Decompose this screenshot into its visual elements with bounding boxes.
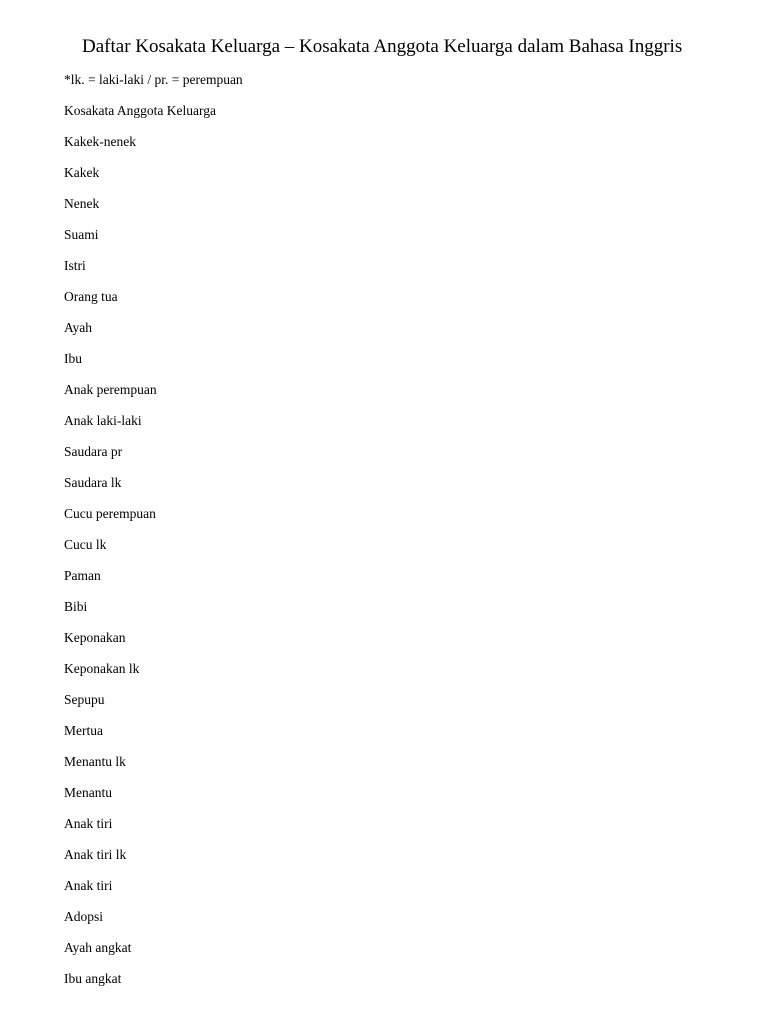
list-item: Kakek-nenek <box>64 134 136 149</box>
list-item: Anak tiri <box>64 878 113 893</box>
list-item: Ibu angkat <box>64 971 122 986</box>
list-item: Menantu lk <box>64 754 126 769</box>
list-item: Sepupu <box>64 692 105 707</box>
list-item: Suami <box>64 227 99 242</box>
vocabulary-list <box>64 102 216 1001</box>
list-item: Keponakan lk <box>64 661 140 676</box>
list-item: Menantu <box>64 785 112 800</box>
list-item: Istri <box>64 258 86 273</box>
list-item: Ibu <box>64 351 82 366</box>
list-item: Kakek <box>64 165 100 180</box>
list-item: Adopsi <box>64 909 104 924</box>
list-item: Keponakan <box>64 630 126 645</box>
list-item: Mertua <box>64 723 103 738</box>
list-item: Saudara pr <box>64 444 123 459</box>
list-item: Ayah <box>64 320 93 335</box>
list-item: Nenek <box>64 196 100 211</box>
list-item: Saudara lk <box>64 475 122 490</box>
list-item: Paman <box>64 568 101 583</box>
document-title: Daftar Kosakata Keluarga – Kosakata Anggota Keluarga dalam Bahasa Inggris <box>82 36 683 57</box>
list-item: Anak tiri <box>64 816 113 831</box>
abbreviation-note: *lk. = laki-laki / pr. = perempuan <box>64 72 243 87</box>
list-item: Cucu perempuan <box>64 506 156 521</box>
list-item: Ayah angkat <box>64 940 132 955</box>
list-item: Anak perempuan <box>64 382 157 397</box>
list-item: Cucu lk <box>64 537 107 552</box>
list-item: Anak tiri lk <box>64 847 127 862</box>
list-item: Kosakata Anggota Keluarga <box>64 103 216 118</box>
list-item: Anak laki-laki <box>64 413 142 428</box>
list-item: Bibi <box>64 599 88 614</box>
list-item: Orang tua <box>64 289 118 304</box>
